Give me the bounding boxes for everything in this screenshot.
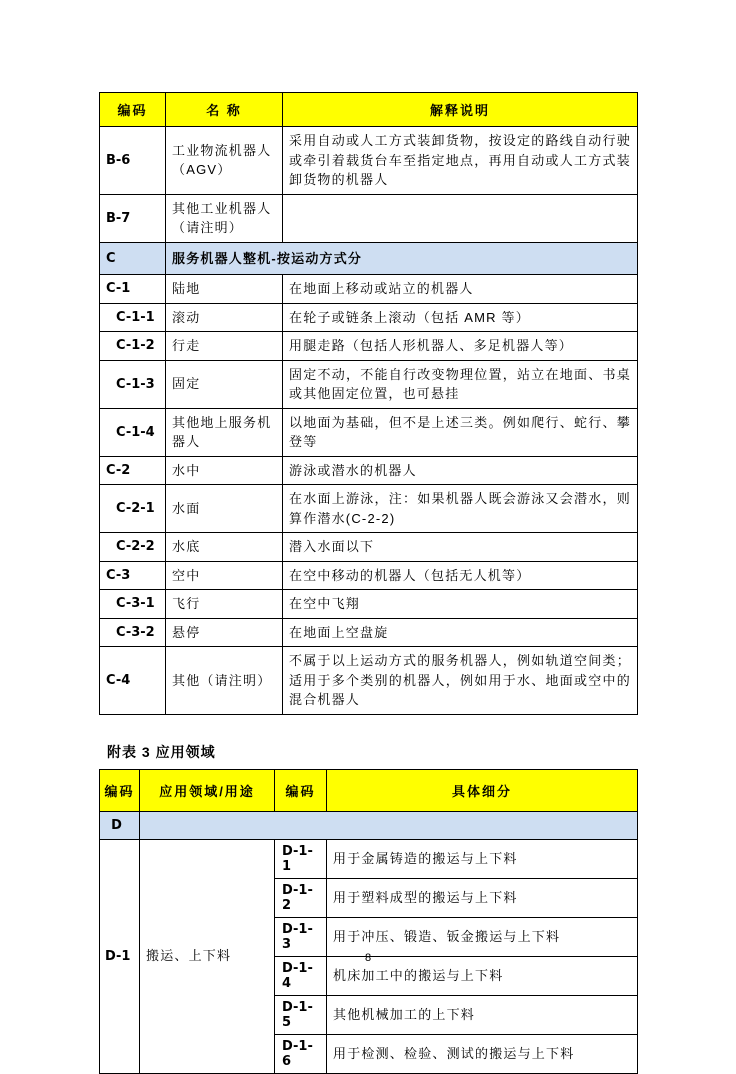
item-code-cell: D-1-1 [275, 839, 327, 878]
table-row [100, 647, 638, 715]
desc-cell: 不属于以上运动方式的服务机器人，例如轨道空间类；适用于多个类别的机器人，例如用于水、地面或空中的混合机器人 [283, 647, 638, 715]
table-header-row [100, 769, 638, 811]
code-cell: C-1-3 [100, 360, 166, 408]
code-cell: C-3-2 [100, 618, 166, 647]
section-empty-cell [140, 811, 638, 839]
code-cell: C-2 [100, 456, 166, 485]
section-row [100, 242, 638, 275]
desc-cell: 游泳或潜水的机器人 [283, 456, 638, 485]
column-header-field: 应用领域/用途 [140, 769, 275, 811]
section-code-cell: D [100, 811, 140, 839]
code-cell: C-1-2 [100, 332, 166, 361]
section-title-cell: 服务机器人整机-按运动方式分 [166, 242, 638, 275]
table-row [100, 839, 638, 878]
column-header-name: 名 称 [166, 93, 283, 127]
name-cell: 其他地上服务机器人 [166, 408, 283, 456]
table-row [100, 590, 638, 619]
name-cell: 工业物流机器人（AGV） [166, 127, 283, 195]
name-cell: 陆地 [166, 275, 283, 304]
code-cell: C-3-1 [100, 590, 166, 619]
name-cell: 行走 [166, 332, 283, 361]
table-header-row [100, 93, 638, 127]
item-code-cell: D-1-4 [275, 956, 327, 995]
page-number: 8 [364, 952, 372, 964]
name-cell: 空中 [166, 561, 283, 590]
table-row [100, 303, 638, 332]
column-header-desc: 解释说明 [283, 93, 638, 127]
desc-cell: 在空中移动的机器人（包括无人机等） [283, 561, 638, 590]
desc-cell: 潜入水面以下 [283, 533, 638, 562]
code-cell: C-2-2 [100, 533, 166, 562]
classification-table [99, 92, 638, 715]
desc-cell: 在轮子或链条上滚动（包括 AMR 等） [283, 303, 638, 332]
item-desc-cell: 用于金属铸造的搬运与上下料 [327, 839, 638, 878]
table-row [100, 408, 638, 456]
name-cell: 其他（请注明） [166, 647, 283, 715]
desc-cell: 在地面上移动或站立的机器人 [283, 275, 638, 304]
table-row [100, 533, 638, 562]
table-row [100, 618, 638, 647]
column-header-code1: 编码 [100, 769, 140, 811]
group-code-cell: D-1 [100, 839, 140, 1073]
name-cell: 水面 [166, 485, 283, 533]
section-code-cell: C [100, 242, 166, 275]
table-row [100, 194, 638, 242]
table-row [100, 127, 638, 195]
item-desc-cell: 用于冲压、锻造、钣金搬运与上下料 [327, 917, 638, 956]
name-cell: 其他工业机器人（请注明） [166, 194, 283, 242]
code-cell: C-2-1 [100, 485, 166, 533]
item-code-cell: D-1-6 [275, 1034, 327, 1073]
desc-cell: 在水面上游泳，注：如果机器人既会游泳又会潜水，则算作潜水(C-2-2) [283, 485, 638, 533]
desc-cell [283, 194, 638, 242]
name-cell: 固定 [166, 360, 283, 408]
application-table [99, 769, 638, 1074]
name-cell: 飞行 [166, 590, 283, 619]
code-cell: C-1-4 [100, 408, 166, 456]
item-desc-cell: 机床加工中的搬运与上下料 [327, 956, 638, 995]
item-desc-cell: 用于塑料成型的搬运与上下料 [327, 878, 638, 917]
code-cell: C-4 [100, 647, 166, 715]
item-desc-cell: 其他机械加工的上下料 [327, 995, 638, 1034]
desc-cell: 在地面上空盘旋 [283, 618, 638, 647]
desc-cell: 采用自动或人工方式装卸货物，按设定的路线自动行驶或牵引着载货台车至指定地点，再用自动或人工方式装卸货物的机器人 [283, 127, 638, 195]
desc-cell: 在空中飞翔 [283, 590, 638, 619]
code-cell: C-3 [100, 561, 166, 590]
desc-cell: 用腿走路（包括人形机器人、多足机器人等） [283, 332, 638, 361]
code-cell: C-1 [100, 275, 166, 304]
name-cell: 悬停 [166, 618, 283, 647]
table-row [100, 561, 638, 590]
name-cell: 水中 [166, 456, 283, 485]
group-name-cell: 搬运、上下料 [140, 839, 275, 1073]
table-row [100, 332, 638, 361]
column-header-detail: 具体细分 [327, 769, 638, 811]
column-header-code: 编码 [100, 93, 166, 127]
name-cell: 滚动 [166, 303, 283, 332]
table-row [100, 456, 638, 485]
table-row [100, 275, 638, 304]
table-row [100, 360, 638, 408]
table-caption: 附表 3 应用领域 [107, 743, 216, 760]
item-code-cell: D-1-3 [275, 917, 327, 956]
code-cell: B-6 [100, 127, 166, 195]
section-row [100, 811, 638, 839]
column-header-code2: 编码 [275, 769, 327, 811]
code-cell: B-7 [100, 194, 166, 242]
name-cell: 水底 [166, 533, 283, 562]
desc-cell: 固定不动，不能自行改变物理位置，站立在地面、书桌或其他固定位置，也可悬挂 [283, 360, 638, 408]
item-code-cell: D-1-5 [275, 995, 327, 1034]
desc-cell: 以地面为基础，但不是上述三类。例如爬行、蛇行、攀登等 [283, 408, 638, 456]
table-row [100, 485, 638, 533]
page-content [99, 92, 638, 1074]
item-desc-cell: 用于检测、检验、测试的搬运与上下料 [327, 1034, 638, 1073]
code-cell: C-1-1 [100, 303, 166, 332]
item-code-cell: D-1-2 [275, 878, 327, 917]
